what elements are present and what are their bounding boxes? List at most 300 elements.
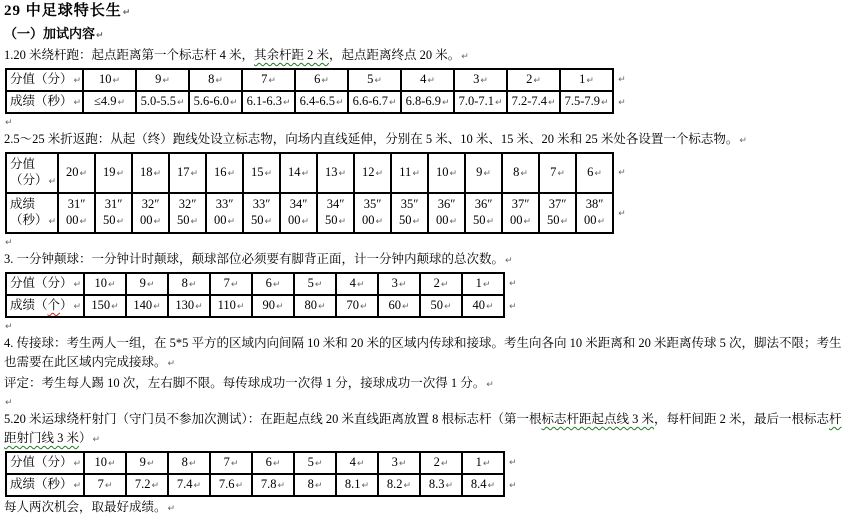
value-cell: [252, 474, 294, 496]
text-run: 10: [436, 165, 449, 179]
value-cell: [294, 474, 336, 496]
paragraph-mark: ↵: [336, 98, 344, 108]
paragraph-mark: ↵: [112, 76, 121, 86]
text-run: 140: [133, 298, 153, 312]
text-run: 130: [175, 298, 195, 312]
text-run: （分）: [10, 173, 48, 187]
paragraph-passing: [4, 334, 846, 374]
paragraph-mark: ↵: [618, 167, 626, 178]
text-run: 7.2: [134, 477, 151, 491]
paragraph-mark: ↵: [509, 278, 517, 289]
paragraph-mark: ↵: [739, 136, 747, 146]
paragraph-mark: ↵: [618, 208, 626, 219]
value-cell: [280, 153, 317, 193]
paragraph-mark: ↵: [618, 97, 626, 108]
paragraph-mark: ↵: [268, 76, 276, 86]
text-run: 34″: [326, 197, 345, 211]
text-run: 00: [436, 213, 449, 227]
text-run: 36″: [474, 197, 493, 211]
table3-wrap: [5, 272, 846, 318]
paragraph-mark: ↵: [79, 169, 88, 179]
paragraph-mark: ↵: [116, 217, 125, 227]
paragraph-mark: ↵: [520, 169, 528, 179]
empty-paragraph: [4, 395, 846, 410]
text-run: 2: [526, 72, 533, 86]
value-cell: [378, 295, 420, 317]
paragraph-mark: ↵: [375, 169, 384, 179]
row-end-marks: [614, 68, 626, 114]
score-table-juggling: [5, 272, 505, 318]
text-run: 分值（分）: [10, 72, 73, 86]
value-cell: [420, 452, 462, 474]
value-cell: [462, 295, 504, 317]
value-cell: [294, 273, 336, 295]
value-cell: [168, 452, 210, 474]
text-run: 60: [388, 298, 401, 312]
text-run: 7: [223, 455, 230, 469]
paragraph-mark: ↵: [167, 504, 176, 514]
paragraph-mark: ↵: [586, 76, 594, 86]
text-run: 00: [140, 213, 153, 227]
table-row: [6, 474, 504, 496]
text-run: 4: [349, 455, 356, 469]
paragraph-mark: ↵: [403, 481, 412, 491]
paragraph-mark: ↵: [594, 169, 602, 179]
paragraph-mark: ↵: [440, 280, 449, 290]
text-run: 7.5-7.9: [564, 94, 600, 108]
value-cell: [84, 273, 126, 295]
text-run: 11: [399, 165, 412, 179]
text-run: 15: [251, 165, 264, 179]
text-run: 5: [367, 72, 374, 86]
text-run: 分值: [10, 157, 36, 171]
paragraph-mark: ↵: [227, 217, 236, 227]
text-run: 2.5～25 米折返跑：从起（终）跑线处设立标志物，向场内直线延伸，分别在 5 米、10 米、15 米、20 米和 25 米处各设置一个标志物。: [4, 132, 739, 146]
paragraph-mark: ↵: [389, 98, 397, 108]
text-run: 6: [265, 455, 272, 469]
value-cell: [336, 273, 378, 295]
paragraph-mark: ↵: [48, 217, 57, 227]
text-run: 7.0-7.1: [458, 94, 494, 108]
value-cell: [507, 91, 560, 113]
paragraph-mark: ↵: [48, 177, 57, 187]
value-cell: [539, 193, 576, 233]
paragraph-mark: ↵: [190, 217, 199, 227]
text-run: 00: [510, 213, 523, 227]
value-cell: [252, 273, 294, 295]
paragraph-mark: ↵: [509, 301, 517, 312]
paragraph-mark: ↵: [73, 98, 82, 108]
value-cell: [391, 193, 428, 233]
text-run: ≤4.9: [94, 94, 117, 108]
paragraph-mark: ↵: [375, 217, 384, 227]
text-run: 10: [94, 455, 107, 469]
paragraph-mark: ↵: [227, 169, 236, 179]
text-run: ）: [79, 431, 92, 445]
text-run: 6.8-6.9: [405, 94, 441, 108]
score-table-20m-slalom-run: [5, 68, 614, 114]
text-run: 50: [473, 213, 486, 227]
paragraph-mark: ↵: [167, 359, 176, 369]
text-run: 9: [476, 165, 483, 179]
value-cell: [428, 153, 465, 193]
section-heading: [4, 24, 846, 46]
text-run: 9: [139, 455, 146, 469]
text-run: 80: [304, 298, 317, 312]
value-cell: [354, 153, 391, 193]
value-cell: [294, 295, 336, 317]
text-run: 6: [265, 276, 272, 290]
text-run: 1: [475, 276, 482, 290]
paragraph-mark: ↵: [162, 76, 170, 86]
value-cell: [401, 91, 454, 113]
text-run: 7.8: [260, 477, 277, 491]
paragraph-mark: ↵: [301, 217, 310, 227]
paragraph-mark: ↵: [230, 280, 239, 290]
paragraph-mark: ↵: [486, 217, 495, 227]
value-cell: [206, 153, 243, 193]
paragraph-mark: ↵: [73, 302, 82, 312]
value-cell: [58, 153, 95, 193]
value-cell: [336, 452, 378, 474]
value-cell: [336, 474, 378, 496]
spellchecked-text-run: 杆距射门线 3 米: [4, 412, 842, 445]
value-cell: [317, 193, 354, 233]
paragraph-mark: ↵: [485, 302, 494, 312]
text-run: 18: [140, 165, 153, 179]
paragraph-mark: ↵: [374, 76, 382, 86]
value-cell: [401, 69, 454, 91]
score-table-dribble-shoot: [5, 451, 505, 497]
text-run: （秒）: [10, 213, 48, 227]
paragraph-mark: ↵: [264, 169, 273, 179]
paragraph-mark: ↵: [111, 302, 119, 312]
text-run: 40: [472, 298, 485, 312]
table-row: [6, 91, 613, 113]
value-cell: [280, 193, 317, 233]
value-cell: [210, 295, 252, 317]
value-cell: [576, 153, 613, 193]
value-cell: [126, 452, 168, 474]
row-label-cell: [6, 193, 58, 233]
value-cell: [126, 295, 168, 317]
value-cell: [502, 153, 539, 193]
paragraph-mark: ↵: [230, 98, 238, 108]
text-run: 17: [177, 165, 190, 179]
text-run: 9: [155, 72, 162, 86]
paragraph-mark: ↵: [482, 280, 491, 290]
value-cell: [126, 273, 168, 295]
page-title: [4, 1, 846, 24]
text-run: 38″: [585, 197, 604, 211]
value-cell: [132, 193, 169, 233]
paragraph-mark: ↵: [338, 169, 347, 179]
text-run: 35″: [400, 197, 419, 211]
paragraph-mark: ↵: [317, 302, 326, 312]
text-run: 9: [139, 276, 146, 290]
paragraph-mark: ↵: [275, 302, 284, 312]
paragraph-mark: ↵: [509, 480, 517, 491]
paragraph-mark: ↵: [548, 98, 556, 108]
text-run: 6: [587, 165, 594, 179]
text-run: 7.4: [176, 477, 193, 491]
text-run: 110: [217, 298, 236, 312]
paragraph-mark: ↵: [283, 98, 291, 108]
paragraph-mark: ↵: [449, 217, 458, 227]
value-cell: [502, 193, 539, 233]
paragraph-slalom-run: [4, 46, 846, 67]
text-run: 8: [208, 72, 215, 86]
paragraph-mark: ↵: [412, 217, 421, 227]
value-cell: [243, 193, 280, 233]
paragraph-mark: ↵: [361, 481, 370, 491]
value-cell: [454, 91, 507, 113]
text-run: 00: [288, 213, 301, 227]
empty-paragraph: [4, 235, 846, 250]
paragraph-mark: ↵: [153, 169, 162, 179]
text-run: 50: [177, 213, 190, 227]
text-run: 1.20 米绕杆跑：起点距离第一个标志杆 4 米，: [4, 48, 255, 62]
text-run: 37″: [511, 197, 530, 211]
table-row: [6, 273, 504, 295]
score-table-shuttle-run: [5, 152, 614, 234]
paragraph-mark: ↵: [533, 76, 541, 86]
paragraph-mark: ↵: [495, 98, 503, 108]
paragraph-mark: ↵: [107, 280, 116, 290]
text-run: 5: [307, 455, 314, 469]
text-run: 35″: [363, 197, 382, 211]
row-end-marks: [505, 272, 517, 318]
paragraph-mark: ↵: [107, 459, 116, 469]
table-row: [6, 452, 504, 474]
row-end-marks: [505, 451, 517, 497]
value-cell: [420, 295, 462, 317]
text-run: 16: [214, 165, 227, 179]
paragraph-mark: ↵: [509, 457, 517, 468]
value-cell: [454, 69, 507, 91]
text-run: ，每杆间距 2 米，最后一根标志: [654, 412, 830, 426]
heading-text: （一）加试内容: [4, 26, 96, 41]
value-cell: [295, 69, 348, 91]
text-run: 8.4: [470, 477, 487, 491]
paragraph-mark: ↵: [92, 435, 101, 445]
paragraph-mark: ↵: [73, 459, 82, 469]
spellchecked-text-run: 个: [47, 298, 61, 312]
text-run: 10: [94, 276, 107, 290]
row-label-cell: [6, 273, 84, 295]
text-run: 50: [399, 213, 412, 227]
value-cell: [507, 69, 560, 91]
empty-paragraph: [4, 115, 846, 130]
paragraph-mark: ↵: [215, 76, 223, 86]
row-label-cell: [6, 295, 84, 317]
text-run: 分值（分）: [10, 276, 73, 290]
paragraph-mark: ↵: [449, 169, 458, 179]
paragraph-mark: ↵: [601, 98, 609, 108]
text-run: 分值（分）: [10, 455, 73, 469]
value-cell: [465, 153, 502, 193]
paragraph-passing-scoring: [4, 374, 846, 395]
row-label-cell: [6, 153, 58, 193]
paragraph-mark: ↵: [272, 280, 281, 290]
paragraph-mark: ↵: [146, 280, 155, 290]
value-cell: [83, 91, 136, 113]
text-run: 3: [473, 72, 480, 86]
value-cell: [169, 193, 206, 233]
table1-wrap: [5, 68, 846, 114]
text-run: 4. 传接球：考生两人一组，在 5*5 平方的区域内向间隔 10 米和 20 米的区域内传球和接球。考生向各向 10 米距离和 20 米距离传球 5 次，脚法不限；考生也需要在此区域内完成接球。: [4, 336, 842, 369]
value-cell: [168, 474, 210, 496]
text-run: 7.6: [218, 477, 235, 491]
row-label-cell: [6, 91, 83, 113]
text-run: 37″: [548, 197, 567, 211]
paragraph-mark: ↵: [235, 481, 244, 491]
spellchecked-text-run: 其余杆距 2 米: [254, 48, 330, 62]
paragraph-mark: ↵: [188, 459, 197, 469]
text-run: 5.6-6.0: [193, 94, 229, 108]
text-run: 评定：考生每人踢 10 次，左右脚不限。每传球成功一次得 1 分，接球成功一次得 1 分。: [4, 376, 486, 390]
row-label-cell: [6, 474, 84, 496]
text-run: 4: [420, 72, 427, 86]
paragraph-mark: ↵: [188, 280, 197, 290]
text-run: 50: [251, 213, 264, 227]
paragraph-mark: ↵: [177, 98, 185, 108]
text-run: 20: [66, 165, 79, 179]
value-cell: [560, 91, 613, 113]
text-run: 6: [314, 72, 321, 86]
paragraph-mark: ↵: [560, 217, 569, 227]
text-run: 50: [547, 213, 560, 227]
paragraph-mark: ↵: [116, 169, 125, 179]
paragraph-mark: ↵: [523, 217, 532, 227]
paragraph-mark: ↵: [557, 169, 565, 179]
table-row: [6, 69, 613, 91]
paragraph-mark: ↵: [272, 459, 281, 469]
text-run: 5: [307, 276, 314, 290]
paragraph-mark: ↵: [338, 217, 347, 227]
value-cell: [168, 273, 210, 295]
text-run: 32″: [141, 197, 160, 211]
text-run: 70: [346, 298, 359, 312]
table-row: [6, 153, 613, 193]
value-cell: [354, 193, 391, 233]
value-cell: [95, 153, 132, 193]
paragraph-juggling: [4, 250, 846, 271]
paragraph-mark: ↵: [73, 76, 82, 86]
text-run: 6.1-6.3: [246, 94, 282, 108]
paragraph-mark: ↵: [487, 481, 496, 491]
spellchecked-text-run: 标志杆距起点线 3 米: [541, 412, 655, 426]
value-cell: [378, 452, 420, 474]
value-cell: [189, 91, 242, 113]
paragraph-mark: ↵: [412, 169, 420, 179]
value-cell: [317, 153, 354, 193]
text-run: 14: [288, 165, 301, 179]
text-run: 8.1: [344, 477, 361, 491]
text-run: 13: [325, 165, 338, 179]
text-run: 7: [223, 276, 230, 290]
paragraph-mark: ↵: [73, 280, 82, 290]
value-cell: [132, 153, 169, 193]
paragraph-mark: ↵: [277, 481, 286, 491]
value-cell: [169, 153, 206, 193]
text-run: 6.4-6.5: [299, 94, 335, 108]
text-run: 00: [66, 213, 79, 227]
text-run: 3: [391, 455, 398, 469]
paragraph-mark: ↵: [482, 459, 491, 469]
paragraph-mark: ↵: [618, 74, 626, 85]
text-run: 31″: [104, 197, 123, 211]
text-run: 10: [99, 72, 112, 86]
text-run: ）: [60, 298, 73, 312]
value-cell: [465, 193, 502, 233]
text-run: 8: [181, 276, 188, 290]
paragraph-mark: ↵: [5, 322, 13, 332]
paragraph-mark: ↵: [427, 76, 435, 86]
text-run: 32″: [178, 197, 197, 211]
paragraph-mark: ↵: [321, 76, 329, 86]
value-cell: [462, 452, 504, 474]
empty-paragraph: [4, 319, 846, 334]
value-cell: [348, 91, 401, 113]
value-cell: [58, 193, 95, 233]
paragraph-mark: ↵: [230, 459, 239, 469]
paragraph-mark: ↵: [505, 256, 513, 266]
text-run: 5.20 米运球绕杆射门（守门员不参加次测试）：在距起点线 20 米直线距离放置 8 根标志杆（第一根: [4, 412, 542, 426]
value-cell: [84, 452, 126, 474]
text-run: 50: [103, 213, 116, 227]
text-run: 90: [262, 298, 275, 312]
value-cell: [462, 273, 504, 295]
paragraph-dribble-shoot: [4, 410, 846, 450]
text-run: 19: [103, 165, 116, 179]
paragraph-mark: ↵: [486, 380, 494, 390]
text-run: ，起点距离终点 20 米。: [329, 48, 461, 62]
paragraph-best-of-two: [4, 498, 846, 519]
paragraph-mark: ↵: [314, 280, 323, 290]
text-run: 36″: [437, 197, 456, 211]
value-cell: [378, 273, 420, 295]
table4-wrap: [5, 451, 846, 497]
row-end-marks: [614, 152, 626, 234]
text-run: 2: [433, 455, 440, 469]
text-run: 4: [349, 276, 356, 290]
text-run: 成绩（: [10, 298, 48, 312]
value-cell: [206, 193, 243, 233]
value-cell: [95, 193, 132, 233]
text-run: 8: [307, 477, 314, 491]
value-cell: [539, 153, 576, 193]
paragraph-mark: ↵: [79, 217, 88, 227]
text-run: 12: [362, 165, 375, 179]
text-run: 7: [261, 72, 268, 86]
text-run: 6.6-6.7: [352, 94, 388, 108]
text-run: 00: [584, 213, 597, 227]
text-run: 3. 一分钟颠球：一分钟计时颠球，颠球部位必须要有脚背正面，计一分钟内颠球的总次数。: [4, 252, 505, 266]
text-run: 34″: [289, 197, 308, 211]
row-label-cell: [6, 69, 83, 91]
paragraph-mark: ↵: [401, 302, 410, 312]
value-cell: [576, 193, 613, 233]
text-run: 50: [430, 298, 443, 312]
value-cell: [83, 69, 136, 91]
value-cell: [420, 474, 462, 496]
paragraph-mark: ↵: [151, 481, 160, 491]
paragraph-mark: ↵: [461, 52, 469, 62]
text-run: 7: [97, 477, 104, 491]
paragraph-mark: ↵: [359, 302, 368, 312]
text-run: 成绩（秒）: [10, 477, 73, 491]
